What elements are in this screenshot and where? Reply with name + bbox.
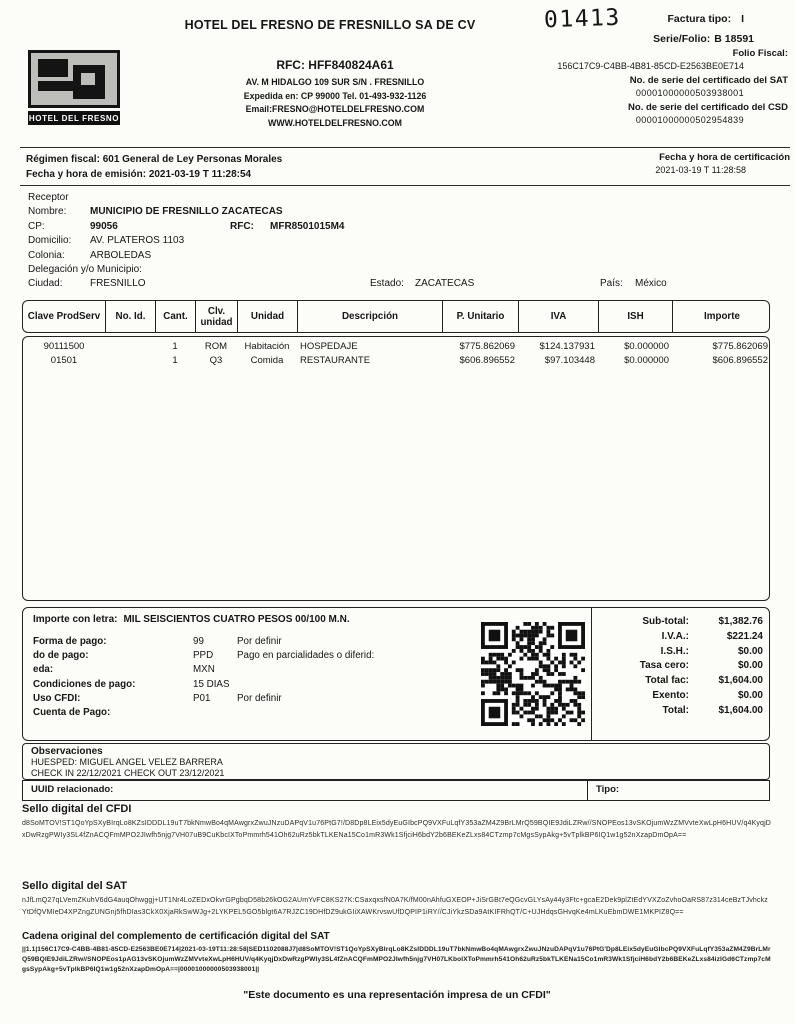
cell-punitario: $775.862069 bbox=[459, 341, 515, 352]
logo-shape bbox=[38, 59, 68, 77]
ciudad-label: Ciudad: bbox=[28, 278, 63, 290]
col-header-punitario: P. Unitario bbox=[442, 301, 518, 332]
total-label: Exento: bbox=[652, 689, 689, 701]
items-table-body bbox=[22, 336, 770, 601]
total-value: $221.24 bbox=[726, 630, 763, 642]
col-header-iva: IVA bbox=[518, 301, 598, 332]
issuer-rfc: RFC: HFF840824A61 bbox=[276, 58, 394, 72]
issuer-info bbox=[165, 58, 505, 130]
importe-letra-label: Importe con letra: bbox=[33, 614, 118, 625]
cell-ish: $0.000000 bbox=[624, 354, 669, 366]
hotel-logo bbox=[28, 50, 120, 125]
table-row bbox=[23, 340, 769, 354]
qr-code bbox=[481, 620, 585, 728]
domicilio-label: Domicilio: bbox=[28, 235, 72, 247]
cadena-original-value: ||1.1|156C17C9-C4BB-4B81-85CD-E2563BE0E714|2021-03-19T11:28:58|SED1102088J7|d8SoMTOV!ST1QoYpSXyBIrqLo8KZsIDDDL19uT7bkNmwBo4qMAwgrxZwuJNzuDAPqV1u76PtG'Dp8LEix5dyEuGIbcPQ9VXFuLqfY353aZM4Z9BrLMrQ59BQIE9JdiLZRw//SNOPEos1pAG13vSKOjumWzZMVvteXwLpH6HUV/q4KyqjDxDwRzgPWIy3SL4fZnACQFmMPO2JIwfh5njg7VH07LKboIXToPmmrh541Oh62uRz5bkTLKENa15Co1mR3Wk1SfjciH6bdY2b6BEKeZLxs84izIGd6CTzmp7cMgsSypAkg+5vTplkBP6IQ1w1g52nXzapDmOpA==|00001000000503938001|| bbox=[22, 946, 771, 973]
footer-disclaimer: "Este documento es una representación impresa de un CFDI" bbox=[243, 989, 551, 1001]
total-label: I.S.H.: bbox=[660, 645, 689, 657]
observaciones-line: HUESPED: MIGUEL ANGEL VELEZ BARRERA bbox=[31, 757, 223, 767]
receptor-domicilio-row bbox=[28, 234, 772, 248]
totals-panel bbox=[591, 608, 769, 740]
total-row bbox=[596, 645, 763, 660]
fiscal-header bbox=[498, 6, 788, 126]
payment-code: 15 DIAS bbox=[193, 678, 230, 690]
observaciones-title: Observaciones bbox=[31, 746, 103, 757]
csd-serial-label: No. de serie del certificado del CSD bbox=[628, 102, 788, 113]
total-label: Total fac: bbox=[645, 675, 689, 687]
fecha-emision: Fecha y hora de emisión: 2021-03-19 T 11:28:54 bbox=[26, 169, 252, 180]
col-header-clv-unidad: Clv. unidad bbox=[195, 301, 237, 332]
payment-desc bbox=[237, 663, 473, 677]
payment-label: Cuenta de Pago: bbox=[33, 707, 111, 719]
cell-iva: $97.103448 bbox=[544, 354, 595, 366]
cell-noid bbox=[105, 340, 155, 354]
payment-code: MXN bbox=[193, 664, 215, 676]
tipo-label: Tipo: bbox=[587, 781, 769, 800]
cp-value: 99056 bbox=[90, 220, 118, 232]
receptor-nombre-row bbox=[28, 205, 772, 219]
handwritten-folio: 01413 bbox=[543, 4, 622, 34]
cell-punitario: $606.896552 bbox=[459, 354, 515, 366]
sat-serial-value: 00001000000503938001 bbox=[635, 88, 744, 98]
certificacion-block bbox=[655, 148, 790, 185]
company-title: HOTEL DEL FRESNO DE FRESNILLO SA DE CV bbox=[184, 18, 476, 32]
payment-details bbox=[33, 635, 473, 720]
total-label: Sub-total: bbox=[642, 616, 689, 627]
colonia-value: ARBOLEDAS bbox=[90, 249, 152, 261]
sello-cfdi-section bbox=[22, 803, 772, 842]
receptor-rfc-value: MFR8501015M4 bbox=[270, 220, 345, 232]
cell-cant: 1 bbox=[172, 354, 178, 366]
cell-cant: 1 bbox=[172, 341, 178, 352]
receptor-delegacion-row bbox=[28, 263, 772, 277]
payment-row bbox=[33, 649, 473, 663]
total-value: $1,604.00 bbox=[718, 675, 763, 687]
cert-datetime-value: 2021-03-19 T 11:28:58 bbox=[655, 165, 746, 175]
pais-value: México bbox=[635, 278, 667, 290]
factura-tipo-label: Factura tipo: bbox=[667, 13, 732, 25]
total-row bbox=[596, 704, 763, 719]
uuid-relacionado-box bbox=[22, 780, 770, 801]
issuer-expedida: Expedida en: CP 99000 Tel. 01-493-932-1126 bbox=[243, 90, 427, 101]
total-row bbox=[596, 674, 763, 689]
receptor-colonia-row bbox=[28, 249, 772, 263]
payment-row bbox=[33, 706, 473, 720]
pais-label: País: bbox=[600, 278, 623, 290]
delegacion-label: Delegación y/o Municipio: bbox=[28, 264, 142, 276]
col-header-unidad: Unidad bbox=[237, 301, 297, 332]
folio-fiscal-label: Folio Fiscal: bbox=[732, 48, 788, 59]
qr-code-svg bbox=[481, 620, 585, 728]
total-value: $0.00 bbox=[737, 645, 763, 657]
col-header-cant: Cant. bbox=[155, 301, 195, 332]
cell-descripcion: RESTAURANTE bbox=[300, 354, 371, 366]
logo-shape bbox=[81, 73, 95, 85]
payment-row bbox=[33, 678, 473, 692]
payment-label: eda: bbox=[33, 664, 54, 676]
total-label: I.V.A.: bbox=[661, 630, 689, 642]
nombre-label: Nombre: bbox=[28, 206, 67, 218]
payment-code: P01 bbox=[193, 692, 211, 704]
payment-row bbox=[33, 692, 473, 706]
sello-cfdi-title: Sello digital del CFDI bbox=[22, 803, 132, 815]
factura-row bbox=[498, 6, 788, 32]
colonia-label: Colonia: bbox=[28, 249, 65, 261]
cell-descripcion: HOSPEDAJE bbox=[300, 341, 358, 352]
serie-folio-value: B 18591 bbox=[714, 33, 754, 45]
cell-importe: $775.862069 bbox=[712, 341, 768, 352]
factura-tipo-value: I bbox=[741, 13, 744, 25]
items-table bbox=[22, 300, 770, 601]
cell-importe: $606.896552 bbox=[712, 354, 768, 366]
cell-ish: $0.000000 bbox=[624, 341, 669, 352]
payment-desc: Pago en parcialidades o diferid: bbox=[237, 650, 375, 662]
cert-datetime-label: Fecha y hora de certificación bbox=[659, 152, 790, 163]
payment-code: 99 bbox=[193, 636, 204, 647]
cp-label: CP: bbox=[28, 220, 45, 232]
payment-label: Forma de pago: bbox=[33, 636, 107, 647]
payment-desc bbox=[237, 678, 473, 692]
payment-code: PPD bbox=[193, 650, 214, 662]
col-header-ish: ISH bbox=[598, 301, 672, 332]
sello-sat-section bbox=[22, 880, 772, 919]
total-value: $0.00 bbox=[737, 660, 763, 672]
total-value: $1,382.76 bbox=[718, 616, 763, 627]
regimen-fiscal: Régimen fiscal: 601 General de Ley Personas Morales bbox=[26, 154, 283, 165]
issuer-address: AV. M HIDALGO 109 SUR S/N . FRESNILLO bbox=[245, 77, 425, 87]
receptor-section bbox=[28, 191, 772, 292]
total-row bbox=[596, 659, 763, 674]
serie-folio bbox=[498, 33, 788, 45]
receptor-ciudad-row bbox=[28, 277, 772, 291]
uuid-relacionado-label: UUID relacionado: bbox=[31, 784, 114, 795]
payment-desc: Por definir bbox=[237, 692, 282, 704]
serie-folio-label: Serie/Folio: bbox=[653, 33, 711, 45]
cell-clv-unidad: Q3 bbox=[209, 354, 223, 366]
col-header-clave: Clave ProdServ bbox=[27, 311, 101, 322]
receptor-title: Receptor bbox=[28, 192, 69, 203]
receptor-cp-row bbox=[28, 220, 772, 234]
importe-letra-value: MIL SEISCIENTOS CUATRO PESOS 00/100 M.N. bbox=[123, 614, 350, 625]
sello-sat-title: Sello digital del SAT bbox=[22, 880, 127, 892]
folio-fiscal-value: 156C17C9-C4BB-4B81-85CD-E2563BE0E714 bbox=[557, 61, 744, 71]
cell-iva: $124.137931 bbox=[539, 341, 595, 352]
cadena-original-title: Cadena original del complemento de certificación digital del SAT bbox=[22, 931, 330, 942]
total-row bbox=[596, 689, 763, 704]
factura-tipo bbox=[667, 6, 788, 25]
col-header-noid: No. Id. bbox=[105, 301, 155, 332]
cadena-original-section bbox=[22, 931, 772, 974]
regimen-block bbox=[20, 148, 282, 185]
estado-label: Estado: bbox=[370, 278, 404, 290]
cell-unidad: Comida bbox=[250, 354, 284, 366]
table-row bbox=[23, 354, 769, 368]
cell-clv-unidad: ROM bbox=[204, 341, 228, 352]
payment-row bbox=[33, 663, 473, 677]
estado-value: ZACATECAS bbox=[415, 278, 475, 290]
regimen-band bbox=[20, 147, 790, 186]
items-table-header bbox=[22, 300, 770, 333]
payment-desc: Por definir bbox=[237, 636, 282, 647]
issuer-email: Email:FRESNO@HOTELDELFRESNO.COM bbox=[245, 104, 425, 114]
payment-label: Uso CFDI: bbox=[33, 692, 81, 704]
total-label: Tasa cero: bbox=[639, 660, 689, 672]
observaciones-line: CHECK IN 22/12/2021 CHECK OUT 23/12/2021 bbox=[31, 767, 225, 778]
issuer-website: WWW.HOTELDELFRESNO.COM bbox=[268, 117, 402, 128]
cell-clave: 01501 bbox=[50, 354, 78, 366]
total-label: Total: bbox=[662, 704, 689, 716]
col-header-importe: Importe bbox=[672, 301, 771, 332]
total-value: $1,604.00 bbox=[718, 704, 763, 716]
csd-serial-value: 00001000000502954839 bbox=[635, 115, 744, 125]
sello-cfdi-value: d8SoMTOV!ST1QoYpSXyBIrqLo8KZsIDDDL19uT7bkNmwBo4qMAwgrxZwuJNzuDAPqV1u76PtG7!/D8Dp8LEix5dyEuGIbcPQ9VXFuLqfY353aZM4Z9BrLMrQ59BQIE9JdiLZRw//SNOPEos13vSKOjumWzZMVvteXwLpH6HUV/q4KyqjDxDwRzgPWIy3SL4fZnACQFmMPO2JIwfh5njg7VH07uB9CuKbcIXToPmmrh541Oh62uRz5bkTLKENa15Co1mR3Wk1SfjciH6bdY2b6BEKeZLxs84CTzmp7cMgsSypAkg+5vTplkBP6IQ1w1g52nXzapDmOpA== bbox=[22, 820, 772, 839]
sat-serial-label: No. de serie del certificado del SAT bbox=[629, 75, 788, 86]
payment-label: Condiciones de pago: bbox=[33, 678, 136, 690]
total-row bbox=[596, 615, 763, 630]
total-value: $0.00 bbox=[737, 689, 763, 701]
observaciones-box bbox=[22, 743, 770, 780]
col-header-descripcion: Descripción bbox=[297, 301, 442, 332]
cell-clave: 90111500 bbox=[43, 341, 85, 352]
payment-row bbox=[33, 635, 473, 649]
cell-noid bbox=[105, 354, 155, 368]
hotel-logo-text: HOTEL DEL FRESNO bbox=[28, 111, 120, 125]
nombre-value: MUNICIPIO DE FRESNILLO ZACATECAS bbox=[90, 206, 283, 218]
sello-sat-value: nJfLmQ27qLVemZKuhV6dG4auqOhwggj+UT1Nr4LoZEDxOkvrGPgbqD58b26kOG2AUmYvFC8KS27K:CSaxqxsfN0A7K/fM00nAhfuGXEOP+JiSrGBt7eQGcvGLYsAy44y3Ftc+gcaE2Dek9plZtEdYVXZoZvhoOaRS87z314ceBzTJvhckzYtDfQVMIeD4XPZngZUNGnj5fhDIas3CkX0XjaRkSwWJg+2LYKPEL5GO5blgt6A7RJZC19DHfDZ9ukGIiXAWKrvswUfDQPIP1iRY//CJiYkzSDa9AtKIFRhQT/C+UJHdqsGHvqKe4mLKuEbmDWE1MKPIZ8Q== bbox=[22, 897, 768, 916]
payment-code bbox=[193, 706, 237, 720]
receptor-rfc-label: RFC: bbox=[230, 220, 254, 232]
cell-unidad: Habitación bbox=[244, 341, 290, 352]
payment-label: do de pago: bbox=[33, 650, 89, 662]
payment-box bbox=[22, 607, 770, 741]
ciudad-value: FRESNILLO bbox=[90, 278, 146, 290]
domicilio-value: AV. PLATEROS 1103 bbox=[90, 235, 185, 247]
payment-desc bbox=[237, 706, 473, 720]
total-row bbox=[596, 630, 763, 645]
hotel-logo-emblem bbox=[28, 50, 120, 108]
